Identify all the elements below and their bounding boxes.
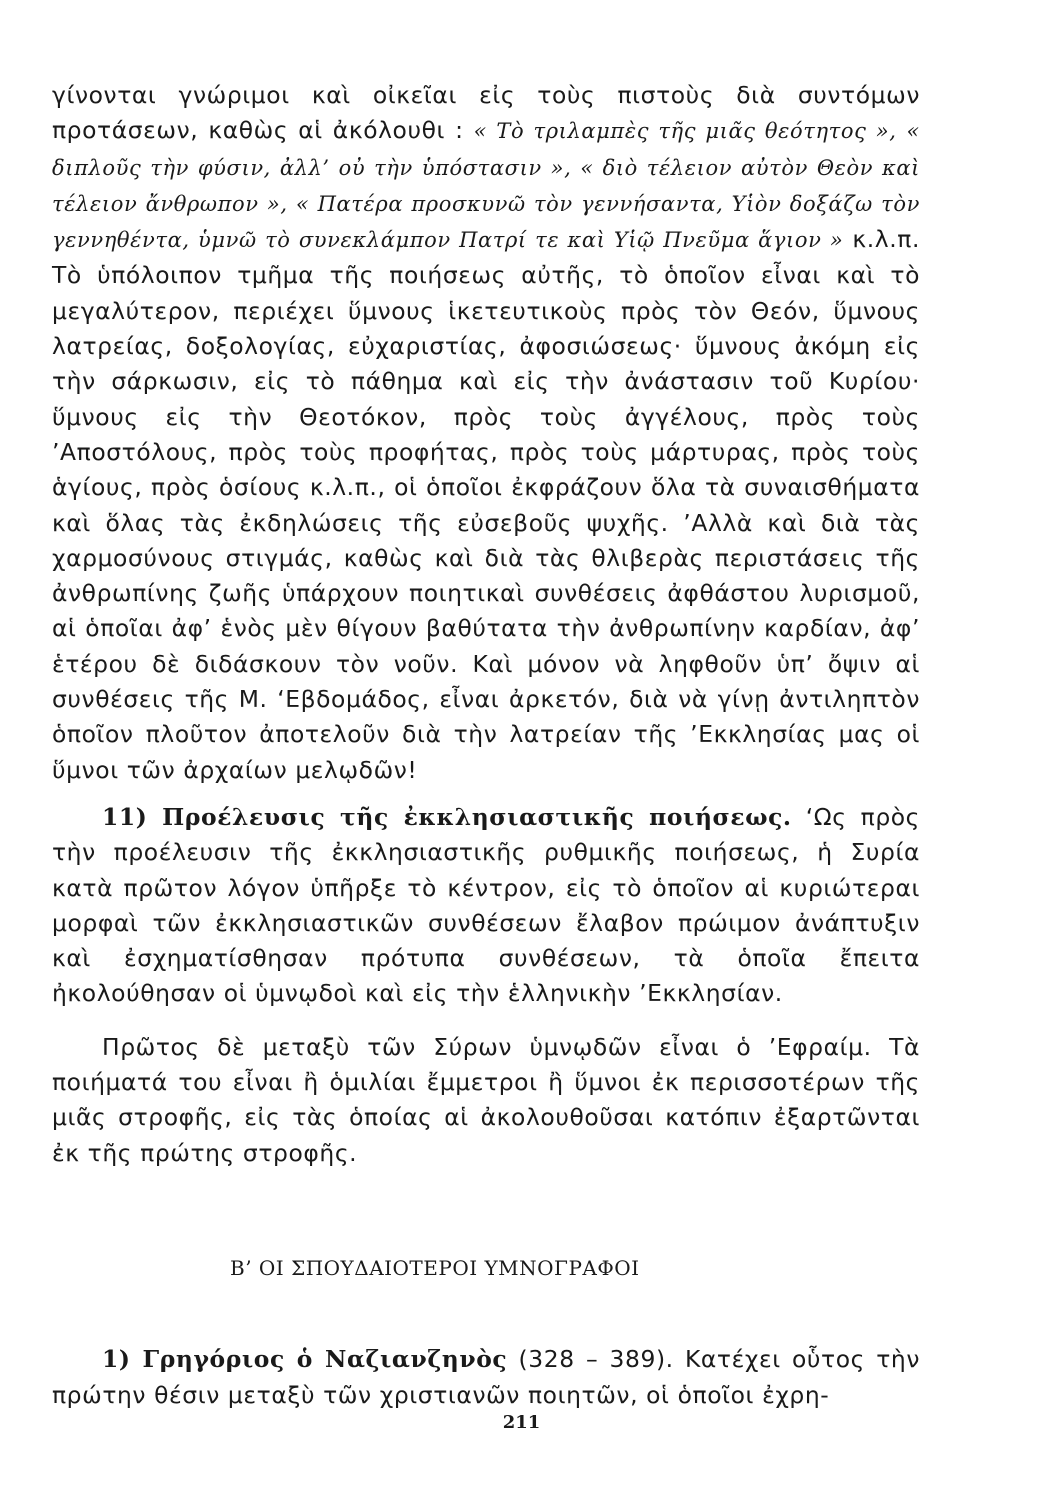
section-11-text: ‘Ως πρὸς τὴν προέλευσιν τῆς ἐκκλησιαστικῆς ρυθμικῆς ποιήσεως, ἡ Συρία κατὰ πρῶτον λόγον ὑπῆρξε τὸ κέντρον, εἰς τὸ ὁποῖον αἱ κυριώτεραι μορφαὶ τῶν ἐκκλησιαστικῶν συνθέσεων ἔλαβον πρώιμον ἀνάπτυξιν καὶ ἐσχηματίσθησαν πρότυπα συνθέσεων, τὰ ὁποῖα ἔπειτα ἠκολούθησαν οἱ ὑμνῳδοὶ καὶ εἰς τὴν ἑλληνικὴν ’Εκκλησίαν. xyxy=(52,802,921,1008)
paragraph-gregory xyxy=(52,1342,920,1413)
page-body xyxy=(52,78,920,1413)
paragraph-intro-text: γίνονται γνώριμοι καὶ οἰκεῖαι εἰς τοὺς πιστοὺς διὰ συντόμων προτάσεων, καθὼς αἱ ἀκόλουθι : xyxy=(52,81,920,145)
quote-trilampes: « Τὸ τριλαμπὲς τῆς μιᾶς θεότητος », xyxy=(473,119,897,144)
page-number: 211 xyxy=(502,1412,541,1433)
paragraph-hymn-text: κ.λ.π. Τὸ ὑπόλοιπον τμῆμα τῆς ποιήσεως αὐτῆς, τὸ ὁποῖον εἶναι καὶ τὸ μεγαλύτερον, περιέχει ὕμνους ἱκετευτικοὺς πρὸς τὸν Θεόν, ὕμνους λατρείας, δοξολογίας, εὐχαριστίας, ἀφοσιώσεως· ὕμνους ἀκόμη εἰς τὴν σάρκωσιν, εἰς τὸ πάθημα καὶ εἰς τὴν ἀνάστασιν τοῦ Κυρίου· ὕμνους εἰς τὴν Θεοτόκον, πρὸς τοὺς ἀγγέλους, πρὸς τοὺς ’Αποστόλους, πρὸς τοὺς προφήτας, πρὸς τοὺς μάρτυρας, πρὸς τοὺς ἁγίους, πρὸς ὁσίους κ.λ.π., οἱ ὁποῖοι ἐκφράζουν ὅλα τὰ συναισθήματα καὶ ὅλας τὰς ἐκδηλώσεις τῆς εὐσεβοῦς ψυχῆς. ’Αλλὰ καὶ διὰ τὰς χαρμοσύνους στιγμάς, καθὼς καὶ διὰ τὰς θλιβερὰς περιστάσεις τῆς ἀνθρωπίνης ζωῆς ὑπάρχουν ποιητικαὶ συνθέσεις ἀφθάστου λυρισμοῦ, αἱ ὁποῖαι ἀφ’ ἑνὸς μὲν θίγουν βαθύτατα τὴν ἀνθρωπίνην καρδίαν, ἀφ’ ἑτέρου δὲ διδάσκουν τὸν νοῦν. Καὶ μόνον νὰ ληφθοῦν ὑπ’ ὄψιν αἱ συνθέσεις τῆς Μ. ‘Εβδομάδος, εἶναι ἀρκετόν, διὰ νὰ γίνῃ ἀντιληπτὸν ὁποῖον πλοῦτον ἀποτελοῦν διὰ τὴν λατρείαν τῆς ’Εκκλησίας μας οἱ ὕμνοι τῶν ἀρχαίων μελῳδῶν! xyxy=(52,225,920,784)
section-heading: Β’ ΟΙ ΣΠΟΥΔΑΙΟΤΕΡΟΙ ΥΜΝΟΓΡΑΦΟΙ xyxy=(230,1255,640,1280)
quotes-creed: « διπλοῦς τὴν φύσιν, ἀλλ’ οὐ τὴν ὑπόστασιν », « διὸ τέλειον αὐτὸν Θεὸν καὶ τέλειον ἄνθρωπον », « Πατέρα προσκυνῶ τὸν γεννήσαντα, Υἱὸν δοξάζω τὸν γεννηθέντα, ὑμνῶ τὸ συνεκλάμπον Πατρί τε καὶ Υἱῷ Πνεῦμα ἅγιον » xyxy=(52,119,920,253)
item-1-text: (328 – 389). Κατέχει οὗτος τὴν πρώτην θέσιν μεταξὺ τῶν χριστιανῶν ποιητῶν, οἱ ὁποῖοι ἐχρη- xyxy=(52,1345,920,1409)
section-11-title: 11) Προέλευσις τῆς ἐκκλησιαστικῆς ποιήσεως. xyxy=(102,802,792,831)
paragraph-hymn-content xyxy=(52,78,920,788)
item-1-title: 1) Γρηγόριος ὁ Ναζιανζηνὸς xyxy=(102,1345,508,1374)
paragraph-origin xyxy=(52,800,920,1012)
paragraph-ephraim: Πρῶτος δὲ μεταξὺ τῶν Σύρων ὑμνῳδῶν εἶναι ὁ ’Εφραίμ. Τὰ ποιήματά του εἶναι ἢ ὁμιλίαι ἔμμετροι ἢ ὕμνοι ἐκ περισσοτέρων τῆς μιᾶς στροφῆς, εἰς τὰς ὁποίας αἱ ἀκολουθοῦσαι κατόπιν ἐξαρτῶνται ἐκ τῆς πρώτης στροφῆς. xyxy=(52,1032,920,1167)
